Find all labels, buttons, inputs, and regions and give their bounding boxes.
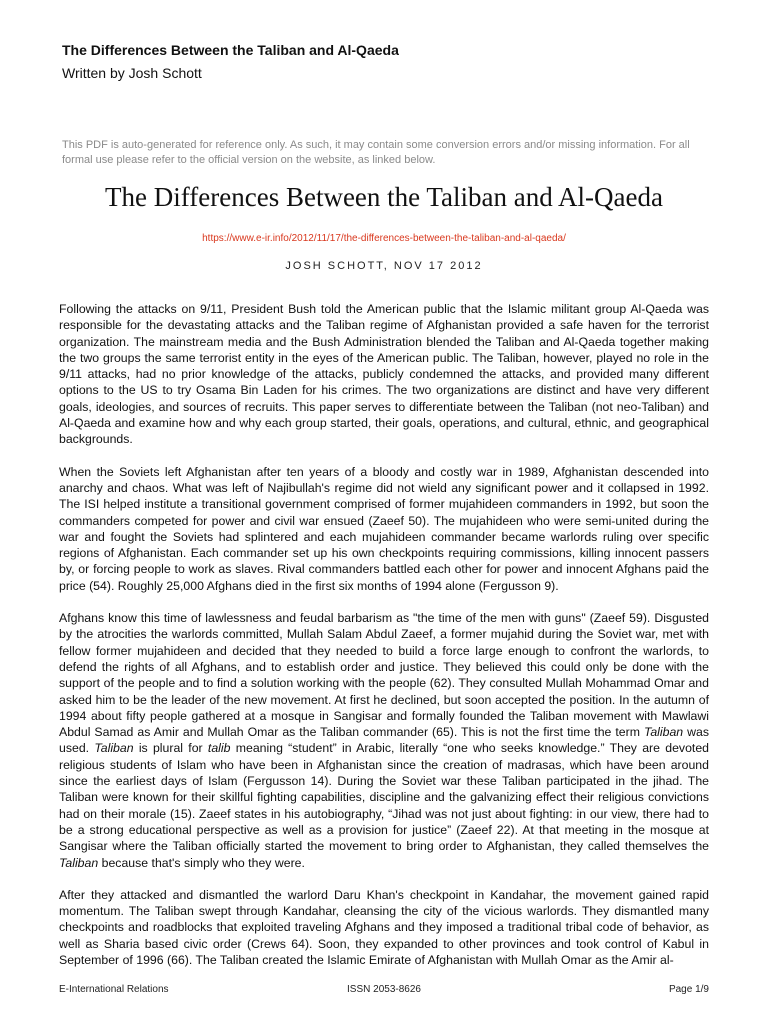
paragraph-text: because that's simply who they were. bbox=[98, 855, 305, 870]
italic-term: Taliban bbox=[643, 725, 684, 740]
body-paragraph bbox=[59, 610, 709, 871]
auto-generated-notice: This PDF is auto-generated for reference only. As such, it may contain some conversion errors and/or missing information. For all formal use please refer to the official version on the website, as linked below. bbox=[62, 139, 690, 166]
article-body bbox=[59, 301, 709, 984]
paragraph-text: was used. bbox=[59, 725, 709, 756]
paragraph-text: Following the attacks on 9/11, President Bush told the American public that the Islamic militant group Al-Qaeda was responsible for the devastating attacks and the Taliban regime of Afghanistan provided a safe haven for the terrorist organization. The mainstream media and the Bush Administration blended the Taliban and Al-Qaeda together making the two groups the same terrorist entity in the eyes of the American public. The Taliban, however, played no role in the 9/11 attacks, had no prior knowledge of the attacks, publicly condemned the attacks, and provided many different options to the US to try Osama Bin Laden for his crimes. The two organizations are distinct and have very different goals, ideologies, and sources of recruits. This paper serves to differentiate between the Taliban (not neo-Taliban) and Al-Qaeda and examine how and why each group started, their goals, operations, and cultural, ethnic, and geographical backgrounds. bbox=[59, 302, 709, 447]
article-title: The Differences Between the Taliban and Al-Qaeda bbox=[105, 182, 663, 212]
paragraph-text: meaning “student” in Arabic, literally “one who seeks knowledge.” They are devoted religious students of Islam who have been in Afghanistan since the creation of madrasas, which have been around since the earliest days of Islam (Fergusson 14). During the Soviet war these Taliban participated in the jihad. The Taliban were known for their skillful fighting capabilities, discipline and the galvanizing effect their religious convictions had on their morale (15). Zaeef states in his autobiography, “Jihad was not just about fighting: in our view, there had to be a strong educational perspective as well as a provision for justice” (Zaeef 22). At that meeting in the mosque at Sangisar where the Taliban officially started the movement to bring order to Afghanistan, they called themselves the bbox=[59, 741, 710, 854]
footer-issn: ISSN 2053-8626 bbox=[347, 984, 421, 995]
footer-publisher: E-International Relations bbox=[59, 984, 169, 995]
body-paragraph bbox=[59, 887, 709, 968]
header-title: The Differences Between the Taliban and Al-Qaeda bbox=[62, 42, 399, 58]
paragraph-text: When the Soviets left Afghanistan after ten years of a bloody and costly war in 1989, Afghanistan descended into anarchy and chaos. What was left of Najibullah's regime did not wield any significant power and it collapsed in 1992. The ISI helped institute a transitional government comprised of former mujahideen commanders in 1992, but soon the commanders competed for power and civil war ensued (Zaeef 50). The mujahideen who were semi-united during the war and fought the Soviets had splintered and each mujahideen commander became warlords ruling over specific regions of Afghanistan. Each commander set up his own checkpoints requiring commissions, killing innocent passers by, or forcing people to work as slaves. Rival commanders battled each other for power and innocent Afghans paid the price (54). Roughly 25,000 Afghans died in the first six months of 1994 alone (Fergusson 9). bbox=[59, 464, 709, 593]
article-url-link[interactable]: https://www.e-ir.info/2012/11/17/the-differences-between-the-taliban-and-al-qaeda/ bbox=[202, 233, 566, 244]
body-paragraph bbox=[59, 301, 709, 448]
paragraph-text: is plural for bbox=[133, 741, 208, 756]
body-paragraph bbox=[59, 464, 709, 594]
italic-term: Taliban bbox=[94, 741, 134, 756]
document-header bbox=[62, 40, 712, 83]
paragraph-text: After they attacked and dismantled the warlord Daru Khan's checkpoint in Kandahar, the movement gained rapid momentum. The Taliban swept through Kandahar, cleansing the city of the vicious warlords. They dismantled many checkpoints and roadblocks that exploited traveling Afghans and they imposed a traditional tribal code of behavior, as well as Sharia based civic order (Crews 64). Soon, they expanded to other provinces and took control of Kabul in September of 1996 (66). The Taliban created the Islamic Emirate of Afghanistan with Mullah Omar as the Amir al- bbox=[59, 887, 709, 967]
italic-term: talib bbox=[207, 741, 231, 756]
header-author: Written by Josh Schott bbox=[62, 65, 202, 81]
article-byline: JOSH SCHOTT, NOV 17 2012 bbox=[285, 260, 483, 272]
italic-term: Taliban bbox=[59, 855, 99, 870]
footer-page-number: Page 1/9 bbox=[668, 984, 709, 995]
paragraph-text: Afghans know this time of lawlessness and feudal barbarism as "the time of the men with guns" (Zaeef 59). Disgusted by the atrocities the warlords committed, Mullah Salam Abdul Zaeef, a former mujahid during the Soviet war, met with fellow former mujahideen and decided that they needed to build a force large enough to confront the warlords, to defend the rights of all Afghans, and to establish order and justice. They believed this could only be done with the support of the people and to find a solution working with the people (62). They consulted Mullah Mohammad Omar and asked him to be the leader of the new movement. At first he declined, but soon accepted the position. In the autumn of 1994 about fifty people gathered at a mosque in Sangisar and formally founded the Taliban movement with Mawlawi Abdul Samad as Amir and Mullah Omar as the Taliban commander (65). This is not the first time the term bbox=[59, 611, 709, 740]
